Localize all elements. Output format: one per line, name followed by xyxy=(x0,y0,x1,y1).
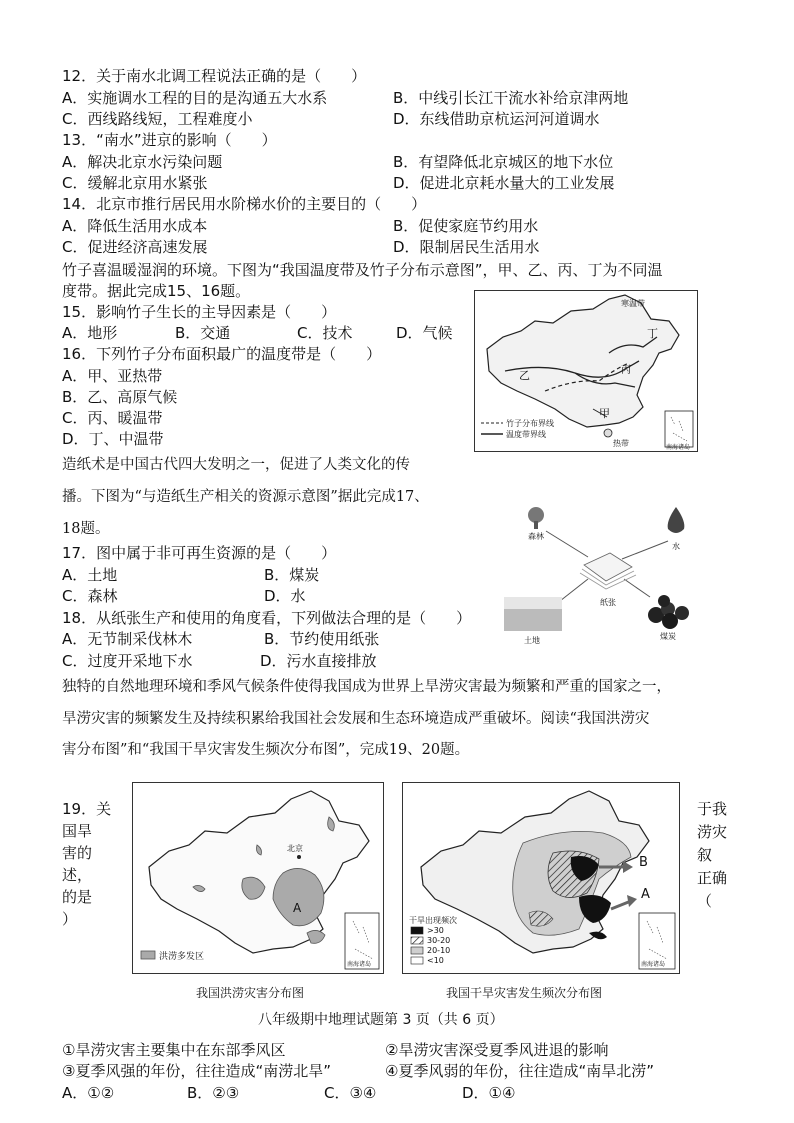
q19-left-1: 国旱 xyxy=(62,822,93,840)
label-ding: 丁 xyxy=(647,327,658,340)
map1-inset-label: 南海诸岛 xyxy=(666,444,691,451)
drought-level-3: <10 xyxy=(427,956,444,965)
flood-legend-label: 洪涝多发区 xyxy=(159,952,205,962)
disaster-intro-line2: 旱涝灾害的频繁发生及持续积累给我国社会发展和生态环境造成严重破坏。阅读“我国洪涝灾 xyxy=(62,711,650,727)
q19-right-4: （ xyxy=(697,892,713,910)
paper-resources-diagram xyxy=(500,505,710,645)
resource-land: 土地 xyxy=(524,636,540,645)
q19-statement-3: ③夏季风强的年份，往往造成“南涝北旱” xyxy=(62,1062,331,1080)
q14-option-b[interactable]: B．促使家庭节约用水 xyxy=(393,217,539,235)
flood-beijing-label: 北京 xyxy=(287,844,303,853)
q15-option-a[interactable]: A．地形 xyxy=(62,324,118,342)
q16-stem: 16．下列竹子分布面积最广的温度带是（ ） xyxy=(62,345,382,363)
q19-right-1: 涝灾 xyxy=(697,823,728,841)
q17-stem: 17．图中属于非可再生资源的是（ ） xyxy=(62,544,337,562)
label-cold-temperate: 寒温带 xyxy=(621,299,645,308)
q12-option-a[interactable]: A．实施调水工程的目的是沟通五大水系 xyxy=(62,89,328,107)
q16-option-b[interactable]: B．乙、高原气候 xyxy=(62,388,178,406)
q16-option-a[interactable]: A．甲、亚热带 xyxy=(62,367,163,385)
legend-temperature-boundary: 温度带界线 xyxy=(506,430,546,439)
flood-map-caption: 我国洪涝灾害分布图 xyxy=(196,986,305,1000)
label-tropical: 热带 xyxy=(613,439,629,448)
q19-left-3: 述， xyxy=(62,866,93,884)
q12-stem: 12．关于南水北调工程说法正确的是（ ） xyxy=(62,67,367,85)
q19-option-b[interactable]: B．②③ xyxy=(187,1084,240,1102)
paper-intro-line1: 造纸术是中国古代四大发明之一，促进了人类文化的传 xyxy=(62,457,410,473)
q19-stem-left xyxy=(62,798,112,930)
q18-option-c[interactable]: C．过度开采地下水 xyxy=(62,652,193,670)
q19-left-5: ） xyxy=(62,910,78,928)
q19-left-0: 19．关 xyxy=(62,800,112,818)
q12-option-c[interactable]: C．西线路线短，工程难度小 xyxy=(62,110,253,128)
q19-option-c[interactable]: C．③④ xyxy=(324,1084,377,1102)
drought-label-a: A xyxy=(641,887,650,902)
drought-label-b: B xyxy=(639,855,648,870)
q18-option-a[interactable]: A．无节制采伐林木 xyxy=(62,630,193,648)
q18-option-d[interactable]: D．污水直接排放 xyxy=(260,652,377,670)
resource-water: 水 xyxy=(672,542,680,551)
drought-level-2: 20-10 xyxy=(427,946,451,955)
q13-stem: 13．“南水”进京的影响（ ） xyxy=(62,131,277,149)
q15-option-b[interactable]: B．交通 xyxy=(175,324,231,342)
q17-option-b[interactable]: B．煤炭 xyxy=(264,566,320,584)
q16-option-c[interactable]: C．丙、暖温带 xyxy=(62,409,163,427)
q14-option-d[interactable]: D．限制居民生活用水 xyxy=(393,238,540,256)
q13-option-c[interactable]: C．缓解北京用水紧张 xyxy=(62,174,208,192)
q14-stem: 14．北京市推行居民用水阶梯水价的主要目的（ ） xyxy=(62,195,427,213)
disaster-intro-line3: 害分布图”和“我国干旱灾害发生频次分布图”，完成19、20题。 xyxy=(62,742,470,758)
paper-intro-line2: 播。下图为“与造纸生产相关的资源示意图”据此完成17、 xyxy=(62,489,429,505)
q17-option-c[interactable]: C．森林 xyxy=(62,587,118,605)
bamboo-intro-line2: 度带。据此完成15、16题。 xyxy=(62,282,251,300)
q19-left-4: 的是 xyxy=(62,888,93,906)
q16-option-d[interactable]: D．丁、中温带 xyxy=(62,430,164,448)
q14-option-c[interactable]: C．促进经济高速发展 xyxy=(62,238,208,256)
q19-option-a[interactable]: A．①② xyxy=(62,1084,115,1102)
q18-option-b[interactable]: B．节约使用纸张 xyxy=(264,630,380,648)
q18-stem: 18．从纸张生产和使用的角度看，下列做法合理的是（ ） xyxy=(62,609,472,627)
q14-option-a[interactable]: A．降低生活用水成本 xyxy=(62,217,208,235)
q19-stem-right xyxy=(697,798,747,913)
bamboo-intro-line1: 竹子喜温暖湿润的环境。下图为“我国温度带及竹子分布示意图”，甲、乙、丙、丁为不同温 xyxy=(62,261,663,279)
q12-option-d[interactable]: D．东线借助京杭运河河道调水 xyxy=(393,110,600,128)
q19-right-2: 叙 xyxy=(697,846,713,864)
q19-option-d[interactable]: D．①④ xyxy=(462,1084,516,1102)
resource-coal: 煤炭 xyxy=(660,632,676,641)
resource-paper: 纸张 xyxy=(600,598,616,607)
q19-left-2: 害的 xyxy=(62,844,93,862)
drought-level-1: 30-20 xyxy=(427,936,451,945)
q12-option-b[interactable]: B．中线引长江干流水补给京津两地 xyxy=(393,89,629,107)
disaster-intro-line1: 独特的自然地理环境和季风气候条件使得我国成为世界上旱涝灾害最为频繁和严重的国家之一， xyxy=(62,679,671,695)
flood-inset-label: 南海诸岛 xyxy=(347,961,372,968)
legend-bamboo-boundary: 竹子分布界线 xyxy=(506,419,554,428)
q13-option-b[interactable]: B．有望降低北京城区的地下水位 xyxy=(393,153,614,171)
drought-inset-label: 南海诸岛 xyxy=(641,961,666,968)
q15-option-c[interactable]: C．技术 xyxy=(297,324,353,342)
label-jia: 甲 xyxy=(599,407,610,420)
q15-stem: 15．影响竹子生长的主导因素是（ ） xyxy=(62,303,337,321)
q19-statement-1: ①旱涝灾害主要集中在东部季风区 xyxy=(62,1041,286,1059)
drought-level-0: >30 xyxy=(427,926,444,935)
q19-right-3: 正确 xyxy=(697,869,728,887)
flood-map xyxy=(132,782,384,974)
drought-legend-title: 干旱出现频次 xyxy=(409,916,457,925)
q17-option-d[interactable]: D．水 xyxy=(264,587,306,605)
flood-label-a: A xyxy=(293,901,302,915)
q19-statement-4: ④夏季风弱的年份，往往造成“南旱北涝” xyxy=(385,1062,654,1080)
q19-right-0: 于我 xyxy=(697,800,728,818)
resource-forest: 森林 xyxy=(528,532,544,541)
drought-map-caption: 我国干旱灾害发生频次分布图 xyxy=(446,986,603,1000)
label-bing: 丙 xyxy=(621,365,631,376)
q13-option-a[interactable]: A．解决北京水污染问题 xyxy=(62,153,223,171)
drought-map xyxy=(402,782,680,974)
q17-option-a[interactable]: A．土地 xyxy=(62,566,118,584)
q19-statement-2: ②旱涝灾害深受夏季风进退的影响 xyxy=(385,1041,609,1059)
paper-intro-line3: 18题。 xyxy=(62,521,110,537)
temperature-bamboo-map xyxy=(474,290,698,452)
q13-option-d[interactable]: D．促进北京耗水量大的工业发展 xyxy=(393,174,615,192)
q15-option-d[interactable]: D．气候 xyxy=(396,324,453,342)
label-yi: 乙 xyxy=(519,369,530,382)
page-footer: 八年级期中地理试题第 3 页（共 6 页） xyxy=(258,1012,504,1028)
